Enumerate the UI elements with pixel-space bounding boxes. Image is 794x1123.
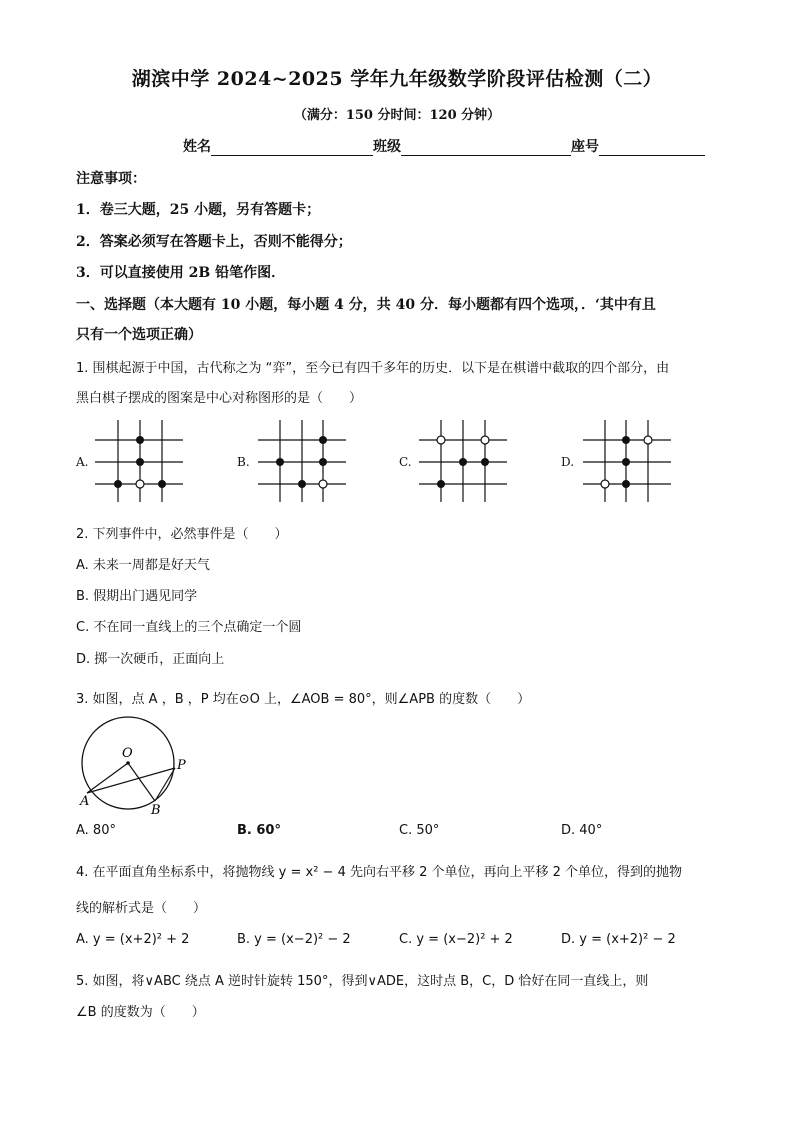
seat-blank[interactable] — [599, 139, 705, 156]
page-title: 湖滨中学 2024~2025 学年九年级数学阶段评估检测（二） — [131, 68, 663, 90]
label-b: B — [151, 803, 161, 818]
q1-stem-line2: 黑白棋子摆成的图案是中心对称图形的是（ ） — [76, 391, 363, 406]
note-item-3: 3．可以直接使用 2B 铅笔作图． — [76, 265, 286, 281]
q2-option-b: B. 假期出门遇见同学 — [76, 589, 198, 604]
name-label: 姓名 — [183, 139, 211, 155]
q1-board-a — [95, 418, 187, 504]
black-stone — [459, 458, 467, 466]
class-label: 班级 — [373, 139, 401, 155]
q3-option-b: B. 60° — [237, 823, 281, 838]
q1-option-c-label: C. — [399, 455, 412, 469]
black-stone — [114, 480, 122, 488]
q2-option-c: C. 不在同一直线上的三个点确定一个圆 — [76, 620, 302, 635]
name-blank[interactable] — [211, 139, 373, 156]
q3-stem: 3. 如图，点 A ，B ，P 均在⊙O 上，∠AOB = 80°，则∠APB 的度数（ ） — [76, 692, 531, 707]
q3-option-d: D. 40° — [561, 823, 603, 838]
notes-heading: 注意事项： — [76, 171, 146, 187]
black-stone — [319, 458, 327, 466]
black-stone — [136, 458, 144, 466]
q3-option-c: C. 50° — [399, 823, 440, 838]
black-stone — [158, 480, 166, 488]
q4-option-b: B. y = (x−2)² − 2 — [237, 932, 351, 947]
student-info-line — [183, 136, 705, 156]
white-stone — [136, 480, 144, 488]
class-blank[interactable] — [401, 139, 571, 156]
q1-option-b-label: B. — [237, 455, 250, 469]
white-stone — [601, 480, 609, 488]
white-stone — [481, 436, 489, 444]
white-stone — [319, 480, 327, 488]
q4-stem-line1: 4. 在平面直角坐标系中，将抛物线 y = x² − 4 先向右平移 2 个单位，再向上平移 2 个单位，得到的抛物 — [76, 865, 683, 880]
q2-stem: 2. 下列事件中，必然事件是（ ） — [76, 527, 288, 542]
black-stone — [622, 436, 630, 444]
white-stone — [437, 436, 445, 444]
black-stone — [276, 458, 284, 466]
black-stone — [622, 458, 630, 466]
q1-board-d — [583, 418, 675, 504]
section-heading-line2: 只有一个选项正确） — [76, 327, 202, 343]
black-stone — [319, 436, 327, 444]
white-stone — [644, 436, 652, 444]
note-item-2: 2．答案必须写在答题卡上，否则不能得分； — [76, 234, 352, 250]
q4-option-d: D. y = (x+2)² − 2 — [561, 932, 676, 947]
q2-option-a: A. 未来一周都是好天气 — [76, 558, 210, 573]
q1-board-c — [419, 418, 511, 504]
q4-stem-line2: 线的解析式是（ ） — [76, 901, 207, 916]
q3-circle-figure — [72, 715, 202, 821]
center-point — [126, 761, 130, 765]
label-p: P — [177, 758, 186, 773]
black-stone — [622, 480, 630, 488]
q1-board-b — [258, 418, 350, 504]
segment-ob — [128, 763, 155, 801]
black-stone — [136, 436, 144, 444]
q3-option-a: A. 80° — [76, 823, 116, 838]
black-stone — [481, 458, 489, 466]
black-stone — [298, 480, 306, 488]
q4-option-c: C. y = (x−2)² + 2 — [399, 932, 513, 947]
q1-stem-line1: 1. 围棋起源于中国，古代称之为 “弈”，至今已有四千多年的历史．以下是在棋谱中截取的四个部分，由 — [76, 361, 670, 376]
section-heading-line1: 一、选择题（本大题有 10 小题，每小题 4 分，共 40 分．每小题都有四个选项，．‘其中有且 — [76, 297, 656, 313]
exam-subtitle: （满分：150 分时间：120 分钟） — [293, 108, 501, 123]
q2-option-d: D. 掷一次硬币，正面向上 — [76, 652, 225, 667]
q5-stem-line1: 5. 如图，将∨ABC 绕点 A 逆时针旋转 150°，得到∨ADE，这时点 B，C，D 恰好在同一直线上，则 — [76, 974, 649, 989]
q1-option-a-label: A. — [76, 455, 89, 469]
label-a: A — [80, 794, 90, 809]
seat-label: 座号 — [571, 139, 599, 155]
q4-option-a: A. y = (x+2)² + 2 — [76, 932, 190, 947]
note-item-1: 1．卷三大题，25 小题，另有答题卡； — [76, 202, 321, 218]
black-stone — [437, 480, 445, 488]
q1-option-d-label: D. — [561, 455, 575, 469]
segment-oa — [87, 763, 128, 793]
label-o: O — [122, 746, 133, 761]
q5-stem-line2: ∠B 的度数为（ ） — [76, 1005, 205, 1020]
